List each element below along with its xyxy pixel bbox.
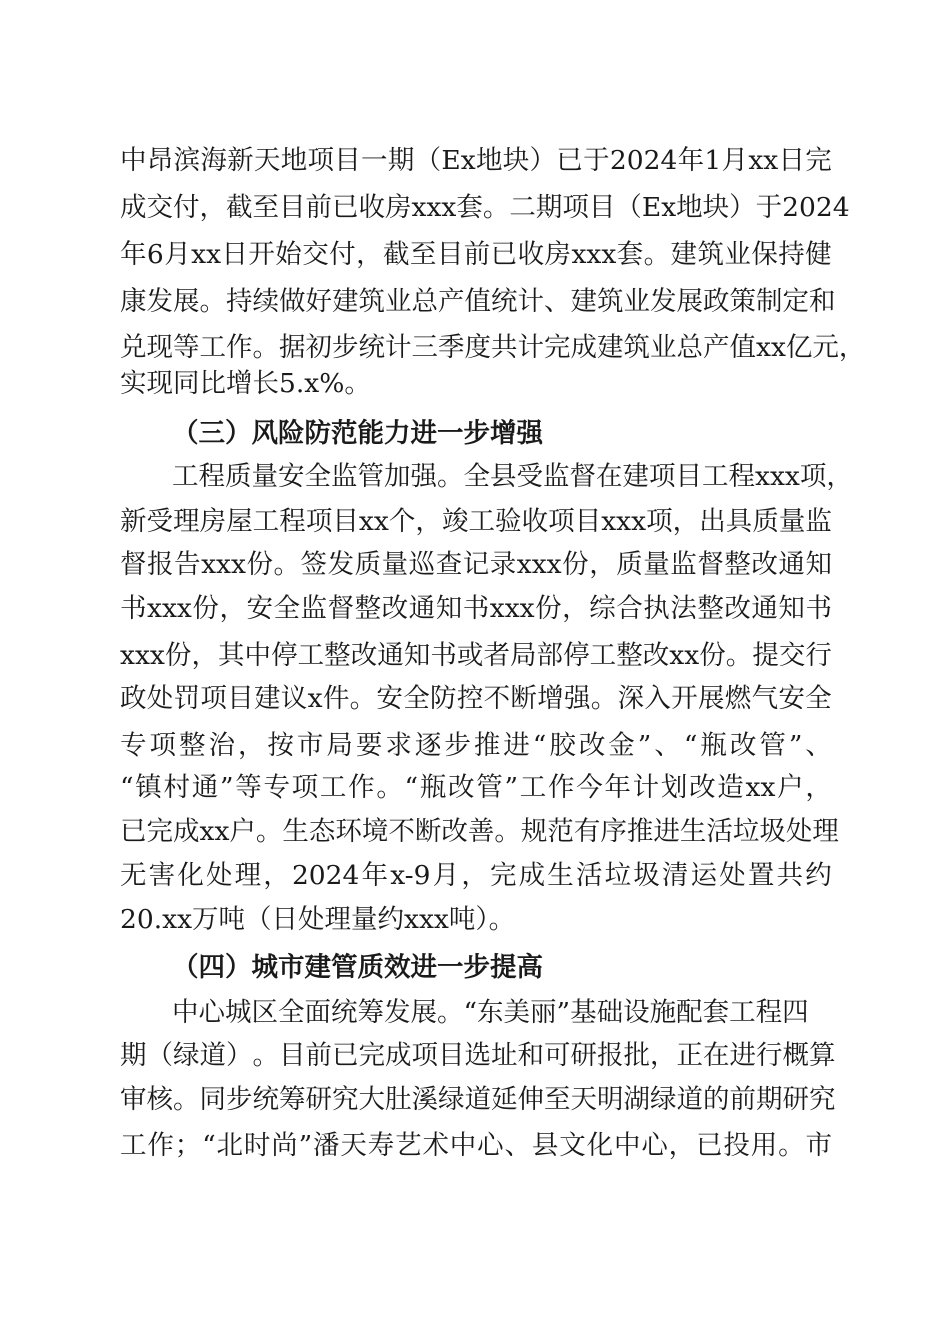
paragraph-line: 成 交 付 ， 截 至 目 前 已 收 房 xxx 套 。 二 期 项 目 （ Ex 地 块 ） 于 2024	[120, 192, 850, 223]
section-heading: （四）城市建管质效进一步提高	[172, 952, 543, 983]
paragraph-line: 书 xxx 份 ， 安 全 监 督 整 改 通 知 书 xxx 份 ， 综 合 执 法 整 改 通 知 书	[120, 593, 832, 624]
paragraph-line: 中 昂 滨 海 新 天 地 项 目 一 期 （ Ex 地 块 ） 已 于 2024 年 1 月 xx 日 完	[120, 145, 832, 176]
paragraph-line: 兑 现 等 工 作 。 据 初 步 统 计 三 季 度 共 计 完 成 建 筑 业 总 产 值 xx 亿 元 ，	[120, 332, 866, 363]
paragraph-line: 期 （ 绿 道 ） 。 目 前 已 完 成 项 目 选 址 和 可 研 报 批 ， 正 在 进 行 概 算	[120, 1040, 836, 1071]
paragraph-line: 工 作 ； “ 北 时 尚 ” 潘 天 寿 艺 术 中 心 、 县 文 化 中 心 ， 已 投 用 。 市	[120, 1130, 832, 1161]
paragraph-line: 无 害 化 处 理 ， 2024 年 x-9 月 ， 完 成 生 活 垃 圾 清 运 处 置 共 约	[120, 860, 832, 891]
paragraph-line: 年 6 月 xx 日 开 始 交 付 ， 截 至 目 前 已 收 房 xxx 套 。 建 筑 业 保 持 健	[120, 239, 832, 270]
section-heading: （三）风险防范能力进一步增强	[172, 418, 543, 449]
paragraph-line: 审 核 。 同 步 统 筹 研 究 大 肚 溪 绿 道 延 伸 至 天 明 湖 绿 道 的 前 期 研 究	[120, 1084, 836, 1115]
paragraph-line: xxx 份 ， 其 中 停 工 整 改 通 知 书 或 者 局 部 停 工 整 改 xx 份 。 提 交 行	[120, 640, 832, 671]
paragraph-line: 政 处 罚 项 目 建 议 x 件 。 安 全 防 控 不 断 增 强 。 深 入 开 展 燃 气 安 全	[120, 683, 832, 714]
paragraph-line: 督 报 告 xxx 份 。 签 发 质 量 巡 查 记 录 xxx 份 ， 质 量 监 督 整 改 通 知	[120, 549, 832, 580]
paragraph-line: 专 项 整 治 ， 按 市 局 要 求 逐 步 推 进 “ 胶 改 金 ” 、 “ 瓶 改 管 ” 、	[120, 730, 832, 761]
paragraph-line: 新 受 理 房 屋 工 程 项 目 xx 个 ， 竣 工 验 收 项 目 xxx 项 ， 出 具 质 量 监	[120, 506, 832, 537]
paragraph-line: 中心城区全面统筹发展。“东美丽”基础设施配套工程四	[172, 997, 809, 1028]
paragraph-line: “ 镇 村 通 ” 等 专 项 工 作 。 “ 瓶 改 管 ” 工 作 今 年 计 划 改 造 xx 户 ，	[120, 772, 832, 803]
paragraph-line: 20.xx万吨（日处理量约xxx吨）。	[120, 904, 516, 935]
paragraph-line: 康 发 展 。 持 续 做 好 建 筑 业 总 产 值 统 计 、 建 筑 业 发 展 政 策 制 定 和	[120, 286, 836, 317]
paragraph-line: 已 完 成 xx 户 。 生 态 环 境 不 断 改 善 。 规 范 有 序 推 进 生 活 垃 圾 处 理	[120, 816, 839, 847]
paragraph-line: 实现同比增长5.x%。	[120, 368, 371, 399]
paragraph-line: 工程质量安全监管加强。全县受监督在建项目工程xxx项，	[172, 461, 853, 492]
